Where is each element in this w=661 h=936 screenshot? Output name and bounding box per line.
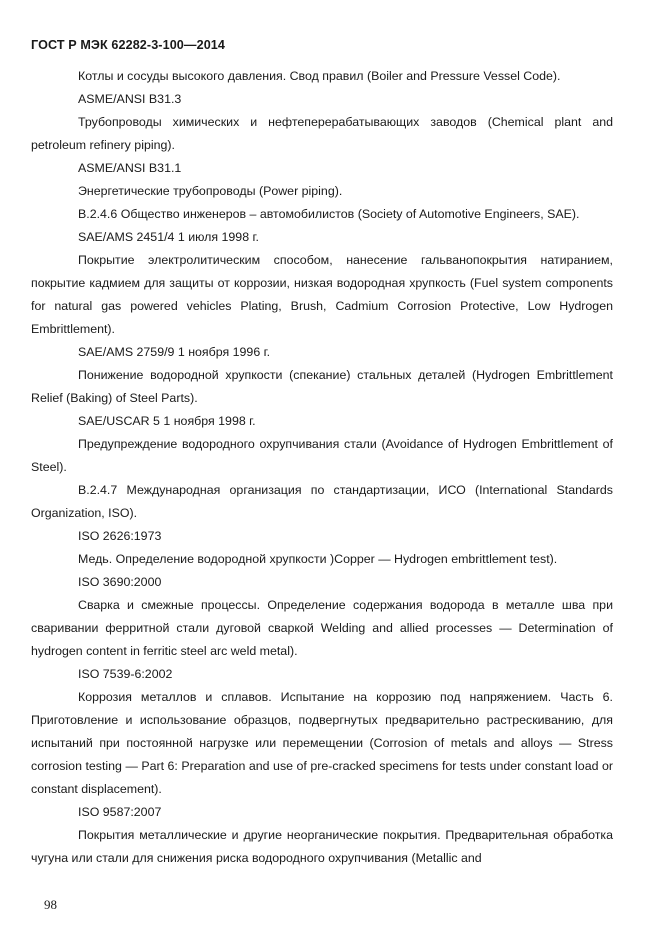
paragraph: Понижение водородной хрупкости (спекание) стальных деталей (Hydrogen Embrittlement Relief (Baking) of Steel Parts).: [31, 368, 613, 405]
paragraph: ISO 3690:2000: [78, 575, 162, 589]
document-body: [31, 65, 613, 870]
paragraph: Коррозия металлов и сплавов. Испытание на коррозию под напряжением. Часть 6. Приготовление и использование образцов, подвергнутых предварительно растрескиванию, для испытаний при постоянной нагрузке или перемещении (Corrosion of metals and alloys — Stress corrosion testing — Part 6: Preparation and use of pre-cracked specimens for tests under constant load or constant displacement).: [31, 690, 613, 796]
paragraph: ISO 9587:2007: [78, 805, 162, 819]
paragraph: ISO 2626:1973: [78, 529, 162, 543]
paragraph: SAE/USCAR 5 1 ноября 1998 г.: [78, 414, 256, 428]
paragraph: Трубопроводы химических и нефтеперерабатывающих заводов (Chemical plant and petroleum refinery piping).: [31, 115, 613, 152]
paragraph: Сварка и смежные процессы. Определение содержания водорода в металле шва при сваривании ферритной стали дуговой сваркой Welding and allied processes — Determination of hydrogen content in ferritic steel arc weld metal).: [31, 598, 613, 658]
paragraph: Энергетические трубопроводы (Power piping).: [78, 184, 343, 198]
paragraph: Медь. Определение водородной хрупкости )Copper — Hydrogen embrittlement test).: [78, 552, 558, 566]
paragraph: Предупреждение водородного охрупчивания стали (Avoidance of Hydrogen Embrittlement of Steel).: [31, 437, 613, 474]
paragraph: Покрытие электролитическим способом, нанесение гальванопокрытия натиранием, покрытие кадмием для защиты от коррозии, низкая водородная хрупкость (Fuel system components for natural gas powered vehicles Plating, Brush, Cadmium Corrosion Protective, Low Hydrogen Embrittlement).: [31, 253, 613, 336]
page-header-title: ГОСТ Р МЭК 62282-3-100—2014: [31, 38, 226, 52]
paragraph: SAE/AMS 2451/4 1 июля 1998 г.: [78, 230, 259, 244]
paragraph: SAE/AMS 2759/9 1 ноября 1996 г.: [78, 345, 271, 359]
paragraph: Котлы и сосуды высокого давления. Свод правил (Boiler and Pressure Vessel Code).: [78, 69, 561, 83]
paragraph: ASME/ANSI B31.1: [78, 161, 182, 175]
page-number: 98: [44, 897, 57, 912]
paragraph: Покрытия металлические и другие неорганические покрытия. Предварительная обработка чугуна или стали для снижения риска водородного охрупчивания (Metallic and: [31, 828, 613, 865]
paragraph: ISO 7539-6:2002: [78, 667, 173, 681]
paragraph: B.2.4.7 Международная организация по стандартизации, ИСО (International Standards Organization, ISO).: [31, 483, 613, 520]
paragraph: ASME/ANSI B31.3: [78, 92, 182, 106]
paragraph: B.2.4.6 Общество инженеров – автомобилистов (Society of Automotive Engineers, SAE).: [78, 207, 580, 221]
